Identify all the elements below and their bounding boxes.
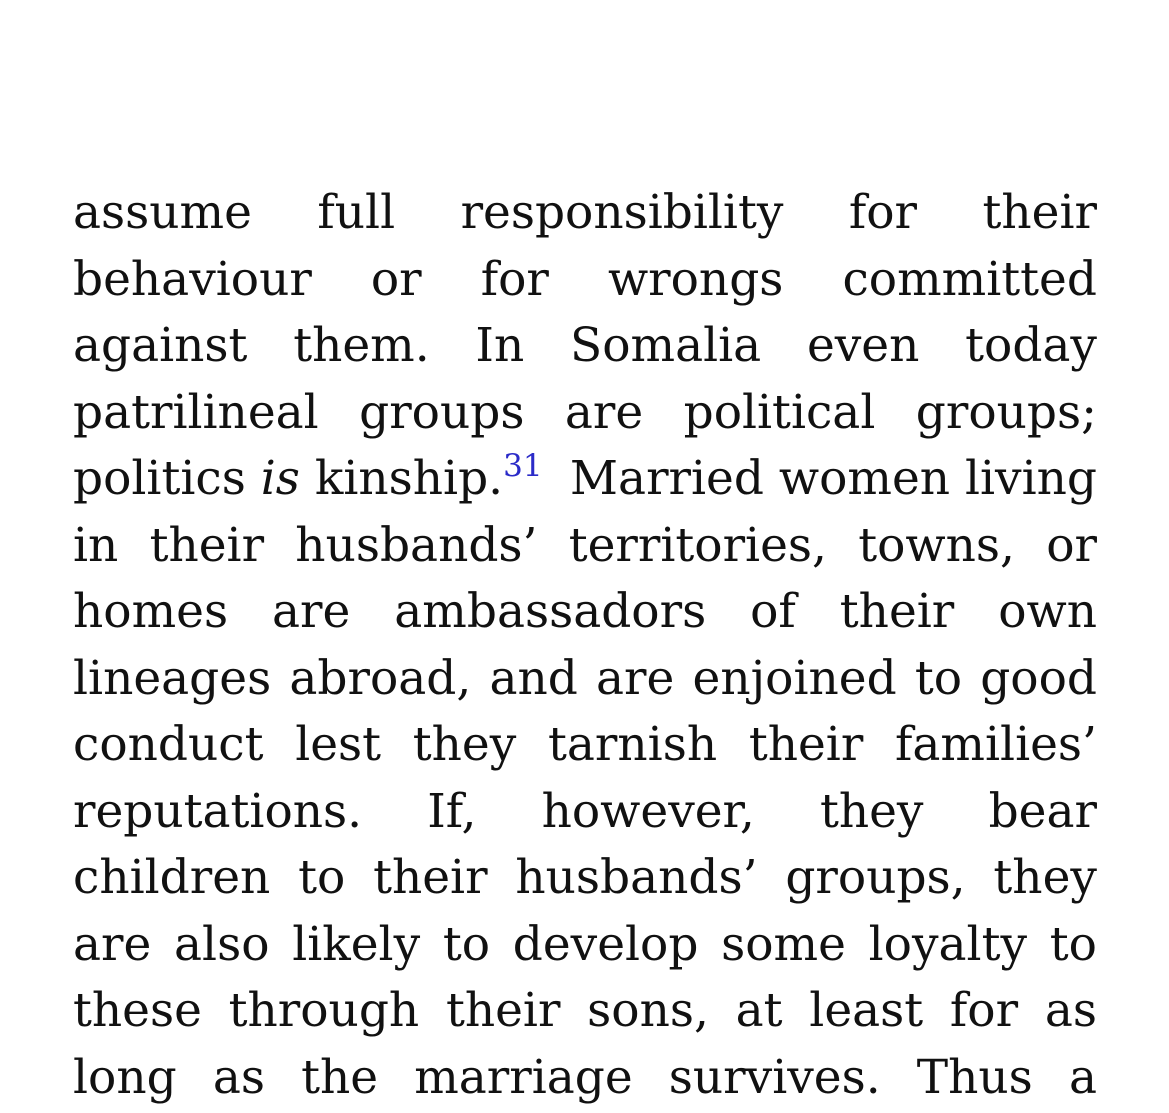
word [73,446,543,513]
word: their [839,584,955,639]
word: as [1044,983,1097,1038]
text-line-12 [73,912,1097,979]
word: through [228,983,420,1038]
word: to [1049,916,1097,972]
word: ambassadors [394,584,707,639]
word: are [564,384,644,440]
word: committed [842,251,1097,307]
word: to [914,650,963,706]
word: even [806,318,920,373]
word: In [475,318,525,373]
text-line-9 [73,712,1097,779]
word: develop [512,916,699,972]
word: to [298,850,346,905]
word: their [445,983,561,1038]
word: some [721,916,846,972]
word: lest [295,717,382,772]
word: enjoined [692,650,897,706]
word: are [272,584,351,639]
word: the [301,1049,379,1105]
word: conduct [73,717,264,772]
text-line-14 [73,1045,1097,1112]
word: bear [988,783,1097,839]
word: responsibility [460,185,784,240]
text-line-13 [73,978,1097,1045]
text-line-6 [73,513,1097,580]
word: for [480,251,549,307]
word: reputations. [73,783,363,839]
text-line-7 [73,579,1097,646]
word: husbands’ [515,850,758,905]
text-line-5 [73,446,1097,513]
document-body [73,180,1097,1111]
word: own [998,584,1097,639]
text-line-10 [73,779,1097,846]
text-line-4 [73,380,1097,447]
word: as [212,1049,265,1105]
word: tarnish [548,717,718,772]
text-line-2 [73,247,1097,314]
word: husbands’ [295,517,538,573]
word: a [1068,1049,1097,1105]
word: Thus [916,1049,1033,1105]
word: their [373,850,488,905]
word: behaviour [73,251,312,307]
word: or [370,251,422,307]
word: groups, [785,850,966,905]
footnote-reference-link[interactable]: 31 [503,448,543,484]
word: long [73,1049,177,1105]
word: and [489,650,578,706]
word: today [965,318,1097,373]
word: groups [359,384,525,440]
word: they [412,717,517,772]
word: their [748,717,864,772]
word: patrilineal [73,384,319,440]
word: their [149,517,265,573]
word: likely [292,916,421,972]
text-line-8 [73,646,1097,713]
word: against [73,318,248,373]
word: lineages [73,650,272,706]
word: or [1046,517,1097,573]
word: they [993,850,1097,905]
word: for [949,983,1019,1038]
word: homes [73,584,229,639]
word: towns, [858,517,1015,573]
word: If, [427,783,477,839]
word: Somalia [570,318,762,373]
emphasis-word: is [260,451,300,506]
word: sons, [587,983,709,1038]
word: least [809,983,924,1038]
word: these [73,983,202,1038]
word: however, [541,783,755,839]
word: politics [73,451,246,506]
word: political [683,384,876,440]
word: good [980,650,1097,706]
word: are [73,916,152,972]
word: to [442,916,491,972]
word: kinship. [314,451,504,506]
word: for [848,185,918,240]
word: they [819,783,924,839]
word: children [73,850,271,905]
word: at [735,983,783,1038]
word: abroad, [289,650,472,706]
word: in [73,517,119,573]
word: of [750,584,796,639]
word: families’ [895,717,1097,772]
text-line-3 [73,313,1097,380]
word: assume [73,185,252,240]
word: are [596,650,675,706]
word: also [174,916,270,972]
word: full [317,185,396,240]
word: loyalty [868,916,1028,972]
word: their [982,185,1097,240]
word: territories, [568,517,827,573]
word: wrongs [607,251,784,307]
word: marriage [414,1049,633,1105]
text-line-1 [73,180,1097,247]
word: groups; [915,384,1097,440]
word: Married women living [569,451,1097,506]
text-line-11 [73,845,1097,912]
word: them. [293,318,430,373]
word: survives. [668,1049,881,1105]
